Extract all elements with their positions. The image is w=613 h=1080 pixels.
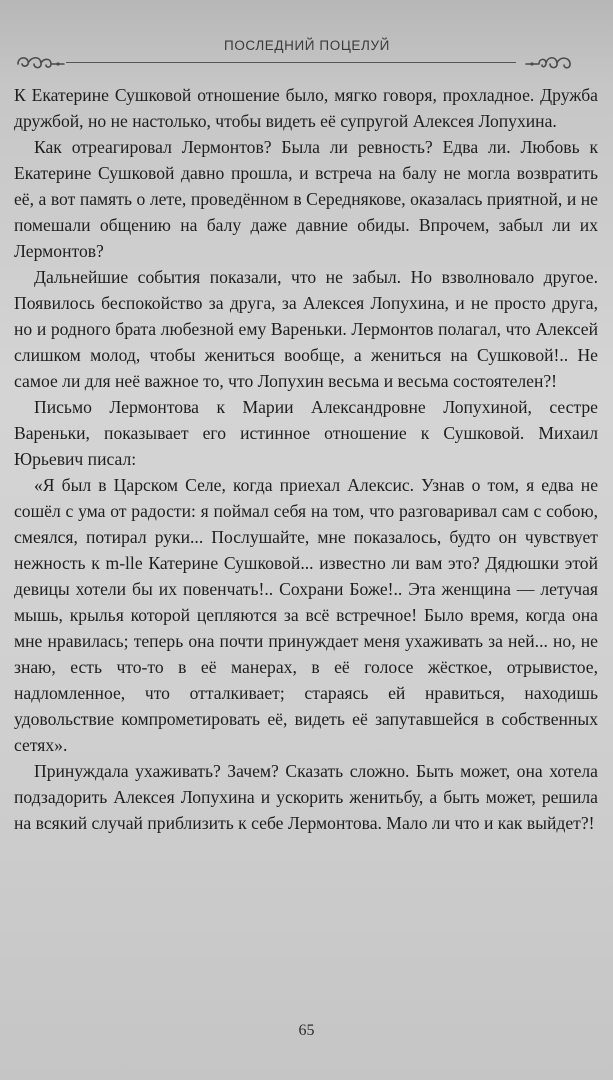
paragraph: Принуждала ухаживать? Зачем? Сказать сложно. Быть может, она хотела подзадорить Алексея Лопухина и ускорить женитьбу, а быть может, решила на всякий случай приблизить к себе Лермонтова. Мало ли что и как выйдет?!	[14, 761, 598, 833]
running-title: ПОСЛЕДНИЙ ПОЦЕЛУЙ	[224, 38, 390, 53]
ornament-left-icon	[14, 52, 66, 74]
paragraph: Дальнейшие события показали, что не забыл. Но взволновало другое. Появилось беспокойство за друга, за Алексея Лопухина, и не просто друга, но и родного брата любезной ему Вареньки. Лермонтов полагал, что Алексей слишком молод, чтобы жениться вообще, а жениться на Сушковой!.. Не самое ли для неё важное то, что Лопухин весьма и весьма состоятелен?!	[14, 267, 598, 391]
ornament-right-icon	[524, 52, 576, 74]
paragraph: Как отреагировал Лермонтов? Была ли ревность? Едва ли. Любовь к Екатерине Сушковой давно прошла, и встреча на балу не могла возвратить её, а вот память о лете, проведённом в Середнякове, оказалась приятной, и не помешали общению на балу даже давние обиды. Впрочем, забыл ли их Лермонтов?	[14, 137, 598, 261]
paragraph: Письмо Лермонтова к Марии Александровне Лопухиной, сестре Вареньки, показывает его истинное отношение к Сушковой. Михаил Юрьевич писал:	[14, 397, 598, 469]
paragraph: К Екатерине Сушковой отношение было, мягко говоря, прохладное. Дружба дружбой, но не настолько, чтобы видеть её супругой Алексея Лопухина.	[14, 85, 598, 131]
quote-paragraph: «Я был в Царском Селе, когда приехал Алексис. Узнав о том, я едва не сошёл с ума от радости: я поймал себя на том, что разговаривал сам с собою, смеялся, потирал руки... Послушайте, мне показалось, будто он чувствует нежность к m-lle Катерине Сушковой... известно ли вам это? Дядюшки этой девицы хотели бы их повенчать!.. Сохрани Боже!.. Эта женщина — летучая мышь, крылья которой цепляются за всё встречное! Было время, когда она мне нравилась; теперь она почти принуждает меня ухаживать за ней... но, не знаю, есть что-то в её манерах, в её голосе жёсткое, отрывистое, надломленное, что отталкивает; стараясь ей нравиться, находишь удовольствие компрометировать её, видеть её запутавшейся в собственных сетях».	[14, 475, 598, 755]
header-rule	[66, 62, 516, 63]
body-text	[14, 82, 598, 836]
page-header	[14, 38, 600, 78]
page-number: 65	[298, 1022, 315, 1039]
